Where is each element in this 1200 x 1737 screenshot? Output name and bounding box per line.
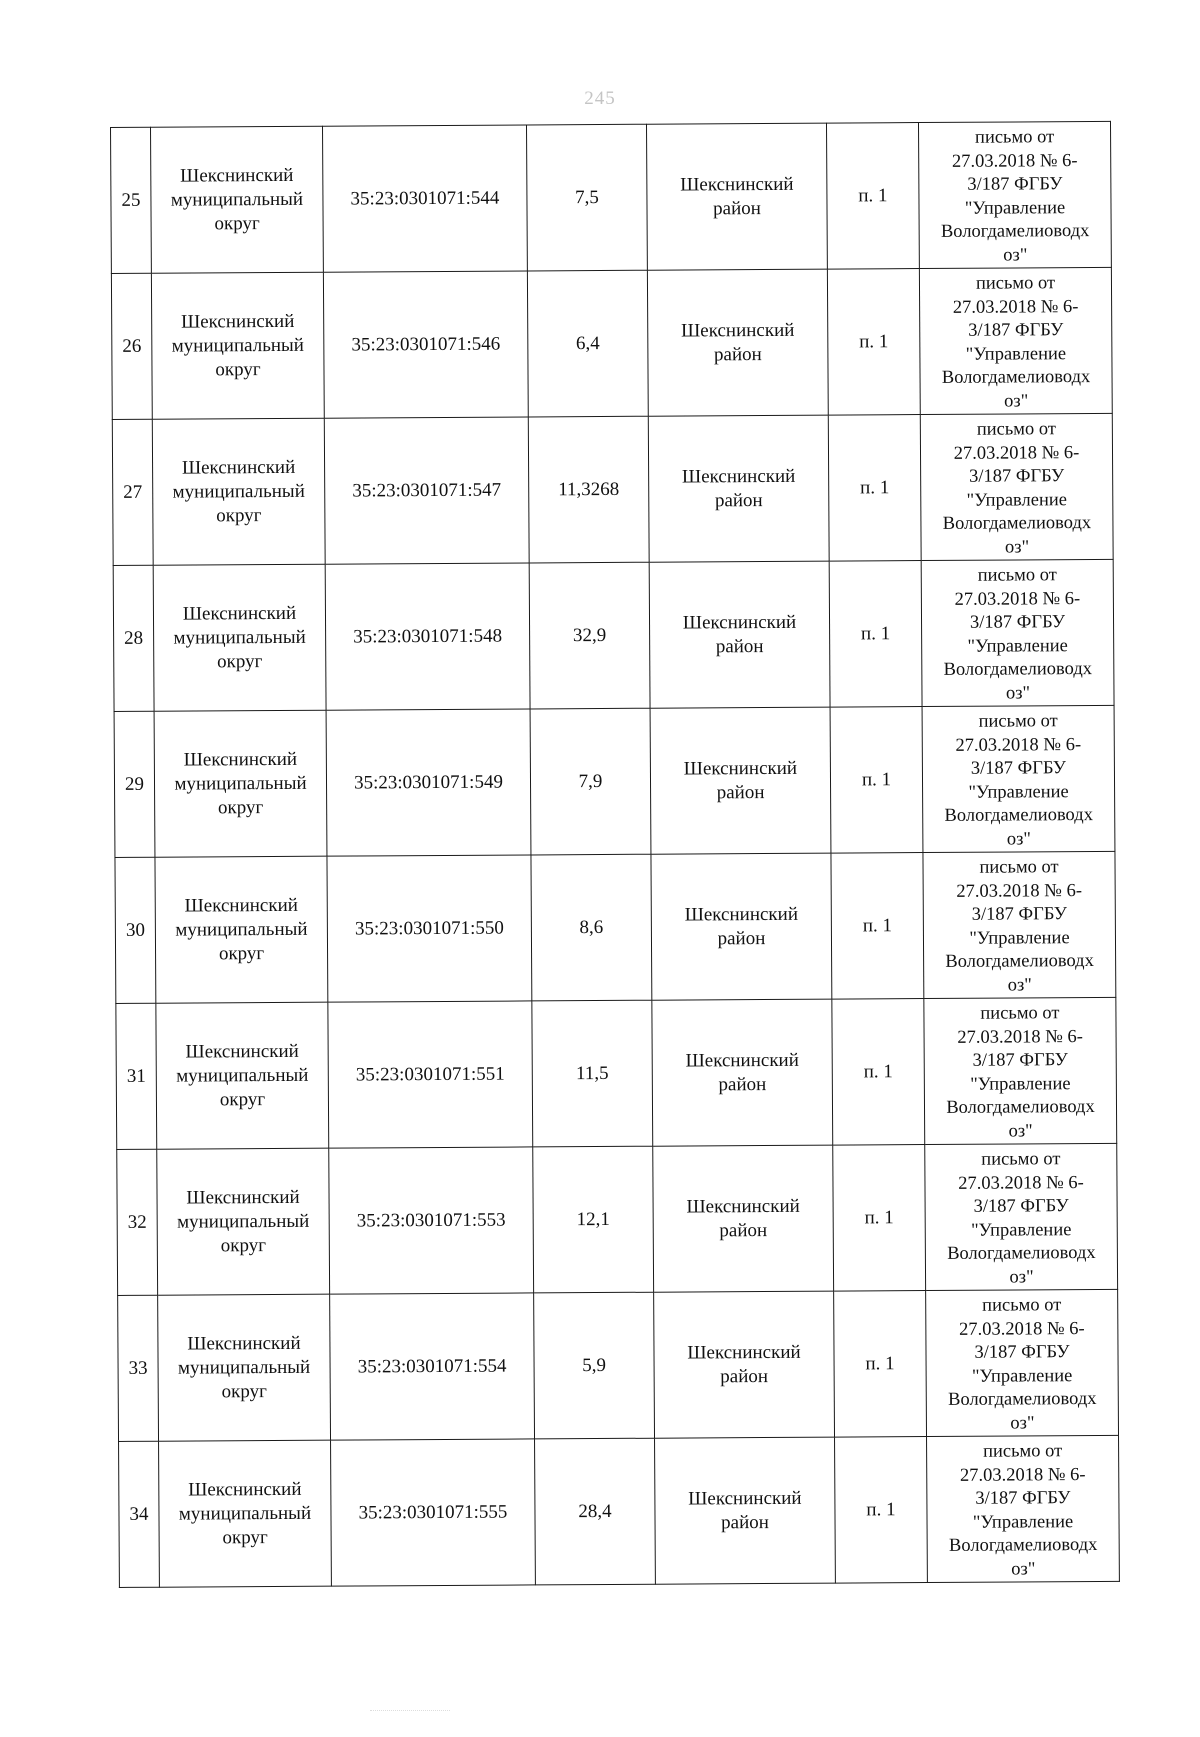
cadastral-number-cell-text: 35:23:0301071:549 <box>354 771 503 794</box>
cadastral-number-cell <box>331 1439 536 1586</box>
basis-document-cell <box>918 121 1111 268</box>
district-cell <box>654 1291 835 1438</box>
cadastral-number-cell <box>330 1293 535 1440</box>
basis-document-cell <box>926 1289 1119 1436</box>
clause-cell-text: п. 1 <box>865 1352 895 1374</box>
cadastral-number-cell <box>327 855 532 1002</box>
table-row <box>117 1143 1118 1295</box>
district-cell <box>655 1437 836 1584</box>
owner-cell-text: Шекснинский муниципальный округ <box>174 748 307 818</box>
district-cell-text: Шекснинский район <box>680 173 794 219</box>
area-cell <box>530 708 651 855</box>
basis-document-cell-text: письмо от 27.03.2018 № 6- 3/187 ФГБУ "Управление Вологдамелиоводх оз" <box>941 273 1091 412</box>
table-row <box>118 1289 1119 1441</box>
clause-cell <box>835 1437 928 1584</box>
cadastral-number-cell <box>325 563 530 710</box>
basis-document-cell-text: письмо от 27.03.2018 № 6- 3/187 ФГБУ "Управление Вологдамелиоводх оз" <box>943 565 1093 704</box>
cadastral-number-cell <box>322 125 527 272</box>
cadastral-number-cell <box>324 417 529 564</box>
area-cell <box>527 270 648 417</box>
row-number-cell <box>119 1441 160 1587</box>
basis-document-cell-text: письмо от 27.03.2018 № 6- 3/187 ФГБУ "Управление Вологдамелиоводх оз" <box>948 1295 1097 1434</box>
cadastral-number-cell-text: 35:23:0301071:547 <box>352 479 502 502</box>
owner-cell-text: Шекснинский муниципальный округ <box>176 1040 309 1110</box>
cadastral-number-cell-text: 35:23:0301071:550 <box>354 917 504 940</box>
cadastral-number-cell-text: 35:23:0301071:544 <box>350 187 500 210</box>
owner-cell <box>155 856 328 1003</box>
owner-cell <box>159 1440 332 1587</box>
owner-cell <box>158 1294 331 1441</box>
registry-table-wrapper <box>110 121 1119 1588</box>
district-cell-text: Шекснинский район <box>682 611 797 657</box>
clause-cell <box>833 1145 926 1292</box>
table-row <box>116 997 1117 1149</box>
row-number-cell-text: 29 <box>124 773 145 795</box>
row-number-cell-text: 25 <box>121 189 141 211</box>
basis-document-cell-text: письмо от 27.03.2018 № 6- 3/187 ФГБУ "Управление Вологдамелиоводх оз" <box>940 127 1090 266</box>
district-cell-text: Шекснинский район <box>681 465 796 511</box>
row-number-cell-text: 31 <box>126 1065 146 1087</box>
row-number-cell-text: 27 <box>123 481 143 503</box>
cadastral-number-cell-text: 35:23:0301071:548 <box>353 625 503 648</box>
area-cell-text: 5,9 <box>582 1354 607 1376</box>
area-cell <box>532 1000 653 1147</box>
owner-cell <box>154 710 327 857</box>
area-cell <box>535 1438 656 1585</box>
table-row <box>111 121 1112 273</box>
clause-cell-text: п. 1 <box>859 330 889 352</box>
district-cell <box>650 707 831 854</box>
area-cell-text: 28,4 <box>578 1500 612 1522</box>
area-cell-text: 6,4 <box>575 332 600 354</box>
district-cell-text: Шекснинский район <box>688 1487 802 1533</box>
owner-cell-text: Шекснинский муниципальный округ <box>173 602 306 672</box>
owner-cell <box>152 418 325 565</box>
basis-document-cell <box>923 851 1116 998</box>
clause-cell <box>834 1291 927 1438</box>
area-cell <box>526 124 647 271</box>
basis-document-cell-text: письмо от 27.03.2018 № 6- 3/187 ФГБУ "Управление Вологдамелиоводх оз" <box>946 1003 1095 1142</box>
table-row <box>115 851 1116 1003</box>
cadastral-number-cell-text: 35:23:0301071:551 <box>355 1063 505 1086</box>
row-number-cell-text: 32 <box>127 1211 147 1233</box>
basis-document-cell <box>922 705 1115 852</box>
district-cell-text: Шекснинский район <box>686 1195 800 1241</box>
cadastral-number-cell <box>329 1147 534 1294</box>
row-number-cell <box>116 1003 157 1149</box>
row-number-cell <box>117 1149 158 1295</box>
cadastral-number-cell <box>326 709 531 856</box>
owner-cell-text: Шекснинский муниципальный округ <box>171 310 305 380</box>
row-number-cell <box>112 419 153 565</box>
owner-cell <box>156 1002 329 1149</box>
clause-cell-text: п. 1 <box>860 622 891 644</box>
area-cell <box>529 562 650 709</box>
area-cell-text: 8,6 <box>579 916 604 938</box>
area-cell-text: 7,9 <box>578 770 603 792</box>
owner-cell <box>151 272 324 419</box>
area-cell <box>534 1292 655 1439</box>
cadastral-number-cell <box>328 1001 533 1148</box>
district-cell <box>646 123 827 270</box>
clause-cell <box>831 853 924 1000</box>
row-number-cell-text: 26 <box>122 335 142 357</box>
clause-cell-text: п. 1 <box>862 914 893 936</box>
clause-cell-text: п. 1 <box>858 184 888 206</box>
area-cell-text: 11,3268 <box>558 478 620 500</box>
clause-cell <box>827 269 920 416</box>
clause-cell-text: п. 1 <box>863 1060 893 1082</box>
district-cell-text: Шекснинский район <box>684 903 799 949</box>
row-number-cell <box>111 273 152 419</box>
table-row <box>113 559 1114 711</box>
clause-cell-text: п. 1 <box>861 768 892 790</box>
row-number-cell-text: 33 <box>128 1357 148 1379</box>
area-cell <box>528 416 649 563</box>
district-cell <box>649 561 830 708</box>
cadastral-number-cell-text: 35:23:0301071:555 <box>358 1501 508 1524</box>
clause-cell <box>829 561 922 708</box>
clause-cell <box>832 999 925 1146</box>
basis-document-cell-text: письмо от 27.03.2018 № 6- 3/187 ФГБУ "Управление Вологдамелиоводх оз" <box>947 1149 1096 1288</box>
clause-cell-text: п. 1 <box>864 1206 894 1228</box>
owner-cell <box>153 564 326 711</box>
basis-document-cell <box>925 1143 1118 1290</box>
row-number-cell-text: 28 <box>124 627 144 649</box>
row-number-cell-text: 34 <box>129 1503 149 1525</box>
area-cell-text: 12,1 <box>576 1208 610 1230</box>
cadastral-number-cell-text: 35:23:0301071:554 <box>357 1355 507 1378</box>
owner-cell <box>151 126 324 273</box>
area-cell <box>531 854 652 1001</box>
district-cell-text: Шекснинский район <box>683 757 798 803</box>
land-plot-registry-table <box>110 121 1120 1588</box>
table-row <box>111 267 1112 419</box>
table-row <box>119 1435 1120 1587</box>
row-number-cell <box>118 1295 159 1441</box>
scan-artifact-mark <box>370 1710 450 1717</box>
district-cell-text: Шекснинский район <box>687 1341 801 1387</box>
basis-document-cell <box>924 997 1117 1144</box>
owner-cell-text: Шекснинский муниципальный округ <box>172 456 305 526</box>
cadastral-number-cell-text: 35:23:0301071:546 <box>351 333 501 356</box>
district-cell <box>651 853 832 1000</box>
clause-cell <box>830 707 923 854</box>
owner-cell-text: Шекснинский муниципальный округ <box>178 1478 312 1548</box>
table-row <box>112 413 1113 565</box>
cadastral-number-cell <box>323 271 528 418</box>
clause-cell <box>826 123 919 270</box>
table-row <box>114 705 1115 857</box>
clause-cell-text: п. 1 <box>866 1498 896 1520</box>
owner-cell-text: Шекснинский муниципальный округ <box>175 894 308 964</box>
district-cell-text: Шекснинский район <box>685 1049 799 1095</box>
cadastral-number-cell-text: 35:23:0301071:553 <box>356 1209 506 1232</box>
basis-document-cell-text: письмо от 27.03.2018 № 6- 3/187 ФГБУ "Управление Вологдамелиоводх оз" <box>945 857 1094 996</box>
clause-cell <box>828 415 921 562</box>
row-number-cell-text: 30 <box>125 919 145 941</box>
area-cell-text: 32,9 <box>572 624 607 646</box>
district-cell-text: Шекснинский район <box>681 319 795 365</box>
owner-cell-text: Шекснинский муниципальный округ <box>170 164 304 234</box>
basis-document-cell-text: письмо от 27.03.2018 № 6- 3/187 ФГБУ "Управление Вологдамелиоводх оз" <box>942 419 1092 558</box>
basis-document-cell <box>920 413 1113 560</box>
page-number: 245 <box>584 88 616 109</box>
owner-cell <box>157 1148 330 1295</box>
area-cell-text: 11,5 <box>575 1062 609 1084</box>
basis-document-cell <box>919 267 1112 414</box>
row-number-cell <box>113 565 154 711</box>
district-cell <box>653 1145 834 1292</box>
district-cell <box>647 269 828 416</box>
row-number-cell <box>114 711 155 857</box>
basis-document-cell <box>921 559 1114 706</box>
basis-document-cell-text: письмо от 27.03.2018 № 6- 3/187 ФГБУ "Управление Вологдамелиоводх оз" <box>948 1441 1098 1580</box>
area-cell-text: 7,5 <box>574 186 599 208</box>
row-number-cell <box>111 127 152 273</box>
district-cell <box>652 999 833 1146</box>
registry-table-body <box>111 121 1120 1587</box>
clause-cell-text: п. 1 <box>860 476 890 498</box>
area-cell <box>533 1146 654 1293</box>
basis-document-cell-text: письмо от 27.03.2018 № 6- 3/187 ФГБУ "Управление Вологдамелиоводх оз" <box>944 711 1093 850</box>
district-cell <box>648 415 829 562</box>
owner-cell-text: Шекснинский муниципальный округ <box>177 1332 311 1402</box>
basis-document-cell <box>927 1435 1120 1582</box>
owner-cell-text: Шекснинский муниципальный округ <box>177 1186 310 1256</box>
row-number-cell <box>115 857 156 1003</box>
